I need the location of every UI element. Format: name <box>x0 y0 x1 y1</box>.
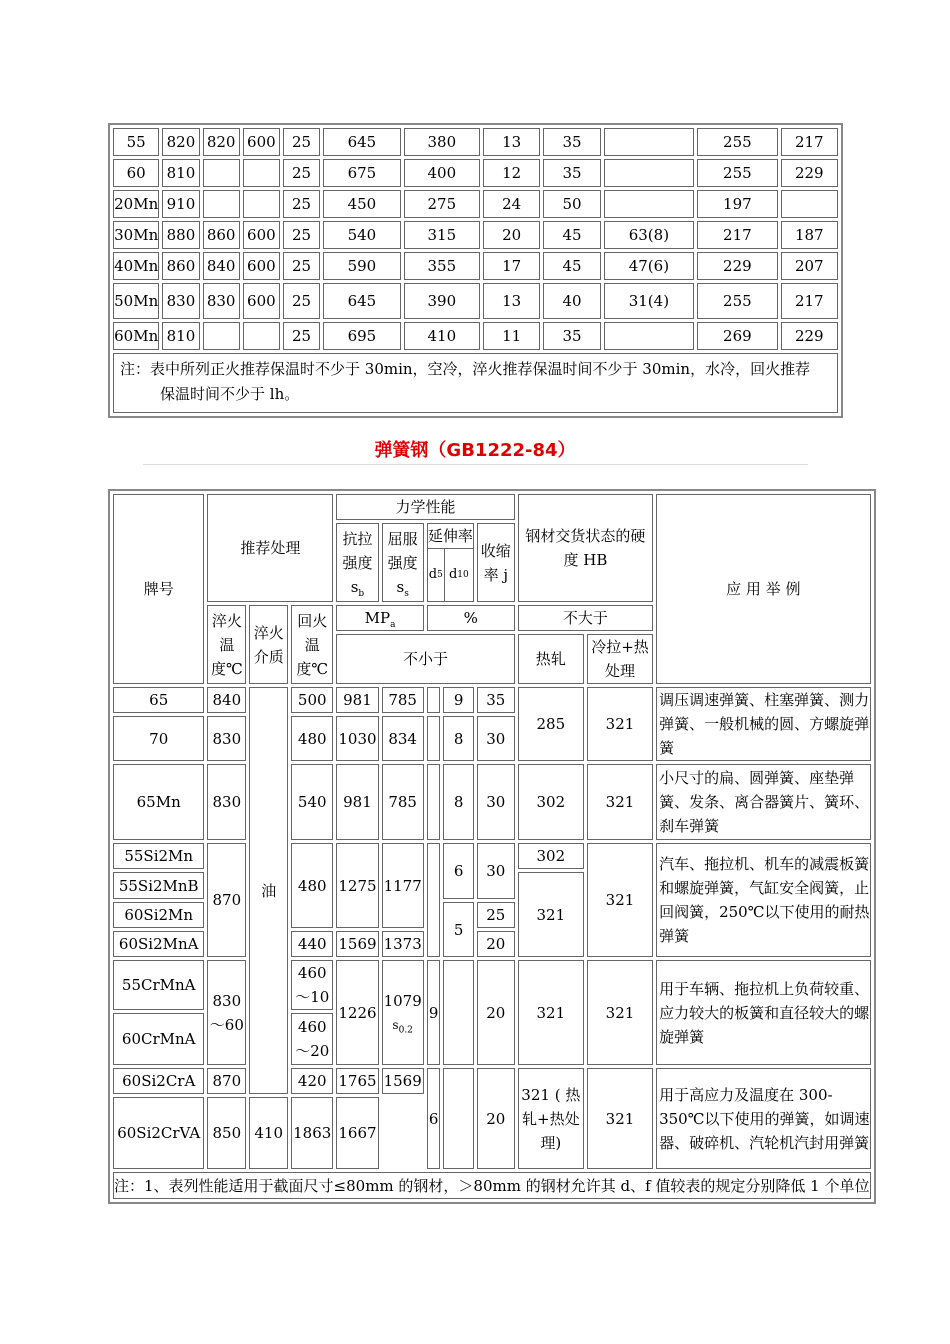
cell-grade: 60 <box>113 159 159 187</box>
header-tensile: 抗拉 强度 $s_b$ <box>336 523 378 602</box>
cell: 540 <box>323 221 400 249</box>
cell: 269 <box>697 322 777 350</box>
cell: 480 <box>291 843 333 928</box>
cell: 321 ( 热轧+热处理) <box>518 1068 584 1169</box>
cell-medium: 油 <box>249 687 288 1094</box>
cell: 63(8) <box>604 221 695 249</box>
cell: 25 <box>283 159 320 187</box>
table-row <box>113 687 871 713</box>
header-grade: 牌号 <box>113 494 204 684</box>
cell: 321 <box>587 960 653 1065</box>
cell <box>443 960 473 1065</box>
table-row <box>113 252 838 280</box>
cell: 45 <box>543 221 600 249</box>
cell: 645 <box>323 283 400 319</box>
cell: 5 <box>443 902 473 957</box>
cell: 1079 $s_{0.2}$ <box>382 960 424 1065</box>
cell: 981 <box>336 764 378 840</box>
cell: 695 <box>323 322 400 350</box>
cell: 785 <box>382 764 424 840</box>
cell-grade: 50Mn <box>113 283 159 319</box>
cell: 390 <box>404 283 480 319</box>
note-line-2: 保温时间不少于 lh。 <box>160 385 300 403</box>
cell: 460～20 <box>291 1013 333 1065</box>
cell: 6 <box>427 1068 441 1169</box>
cell: 20 <box>477 931 515 957</box>
cell-grade: 60Si2MnA <box>113 931 204 957</box>
cell-grade: 65Mn <box>113 764 204 840</box>
table-row <box>113 322 838 350</box>
cell: 480 <box>291 716 333 761</box>
cell: 197 <box>697 190 777 218</box>
header-shrink: 收缩率 j <box>477 523 515 602</box>
table-row <box>113 1068 871 1094</box>
cell: 321 <box>587 764 653 840</box>
cell: 255 <box>697 159 777 187</box>
cell: 302 <box>518 764 584 840</box>
cell: 420 <box>291 1068 333 1094</box>
cell: 500 <box>291 687 333 713</box>
cell: 1569 <box>382 1068 424 1094</box>
cell: 255 <box>697 283 777 319</box>
cell: 11 <box>483 322 540 350</box>
note-line-1: 注：表中所列正火推荐保温时不少于 30min，空冷，淬火推荐保温时间不少于 30min，水冷，回火推荐 <box>120 360 811 378</box>
cell: 840 <box>203 252 240 280</box>
cell-grade: 40Mn <box>113 252 159 280</box>
cell: 1373 <box>382 931 424 957</box>
cell: 207 <box>781 252 838 280</box>
cell: 20 <box>483 221 540 249</box>
cell: 217 <box>781 128 838 156</box>
cell: 600 <box>243 128 280 156</box>
cell: 31(4) <box>604 283 695 319</box>
cell: 321 <box>587 1068 653 1169</box>
cell: 20 <box>477 960 515 1065</box>
cell-grade: 55Si2Mn <box>113 843 204 869</box>
cell-application: 调压调速弹簧、柱塞弹簧、测力弹簧、一般机械的圆、方螺旋弹簧 <box>656 687 870 761</box>
header-treatment: 推荐处理 <box>207 494 333 602</box>
cell: 285 <box>518 687 584 761</box>
table-row <box>113 221 838 249</box>
cell: 321 <box>518 872 584 957</box>
section-title: 弹簧钢（GB1222-84） <box>374 440 576 461</box>
cell: 8 <box>443 764 473 840</box>
header-quench-medium: 淬火介质 <box>249 605 288 684</box>
cell: 400 <box>404 159 480 187</box>
cell <box>427 716 441 761</box>
cell: 229 <box>697 252 777 280</box>
table-note: 注：1、表列性能适用于截面尺寸≤80mm 的钢材，＞80mm 的钢材允许其 d、f 值较表的规定分别降低 1 个单位 <box>113 1172 871 1199</box>
cell: 217 <box>697 221 777 249</box>
cell <box>203 190 240 218</box>
cell: 25 <box>283 128 320 156</box>
cell-grade: 55CrMnA <box>113 960 204 1010</box>
header-cold-drawn: 冷拉+热处理 <box>587 634 653 684</box>
cell: 1030 <box>336 716 378 761</box>
cell: 820 <box>162 128 199 156</box>
cell: 860 <box>203 221 240 249</box>
cell: 540 <box>291 764 333 840</box>
cell: 450 <box>323 190 400 218</box>
cell <box>604 190 695 218</box>
cell: 600 <box>243 252 280 280</box>
cell: 830 <box>203 283 240 319</box>
cell-grade: 70 <box>113 716 204 761</box>
cell <box>427 687 441 713</box>
header-application: 应 用 举 例 <box>656 494 870 684</box>
header-yield: 屈服 强度 $s_s$ <box>382 523 424 602</box>
cell: 217 <box>781 283 838 319</box>
cell: 50 <box>543 190 600 218</box>
cell: 1226 <box>336 960 378 1065</box>
cell: 910 <box>162 190 199 218</box>
cell-application: 汽车、拖拉机、机车的减震板簧和螺旋弹簧，气缸安全阀簧，止回阀簧，250℃以下使用的耐热弹簧 <box>656 843 870 957</box>
cell <box>604 128 695 156</box>
cell: 830 <box>207 764 246 840</box>
cell: 13 <box>483 128 540 156</box>
cell <box>243 322 280 350</box>
cell-grade: 65 <box>113 687 204 713</box>
cell: 35 <box>543 128 600 156</box>
table-row <box>113 283 838 319</box>
cell: 9 <box>443 687 473 713</box>
cell: 321 <box>587 687 653 761</box>
cell: 830 <box>162 283 199 319</box>
cell: 24 <box>483 190 540 218</box>
cell: 187 <box>781 221 838 249</box>
cell: 1275 <box>336 843 378 928</box>
header-percent: % <box>427 605 515 631</box>
header-not-less: 不小于 <box>336 634 514 684</box>
table-row <box>113 764 871 840</box>
cell: 321 <box>518 960 584 1065</box>
cell: 20 <box>477 1068 515 1169</box>
cell-application: 小尺寸的扁、圆弹簧、座垫弹簧、发条、离合器簧片、簧环、刹车弹簧 <box>656 764 870 840</box>
cell-grade: 55Si2MnB <box>113 872 204 899</box>
cell <box>203 322 240 350</box>
cell: 440 <box>291 931 333 957</box>
cell: 12 <box>483 159 540 187</box>
cell: 810 <box>162 322 199 350</box>
cell: 380 <box>404 128 480 156</box>
table-body <box>113 128 838 350</box>
cell-grade: 20Mn <box>113 190 159 218</box>
cell: 410 <box>404 322 480 350</box>
cell: 35 <box>543 322 600 350</box>
cell <box>443 1068 473 1169</box>
cell-grade: 60Si2CrVA <box>113 1097 204 1169</box>
header-temper-temp: 回火温度℃ <box>291 605 333 684</box>
cell: 35 <box>477 687 515 713</box>
header-hot-rolled: 热轧 <box>518 634 584 684</box>
cell: 1667 <box>336 1097 378 1169</box>
cell: 355 <box>404 252 480 280</box>
cell: 9 <box>427 960 441 1065</box>
cell: 321 <box>587 843 653 957</box>
header-hardness: 钢材交货状态的硬度 HB <box>518 494 653 602</box>
cell <box>604 159 695 187</box>
cell: 255 <box>697 128 777 156</box>
cell: 675 <box>323 159 400 187</box>
cell: 25 <box>283 252 320 280</box>
cell: 6 <box>443 843 473 899</box>
cell <box>243 159 280 187</box>
header-mechanical: 力学性能 <box>336 494 514 520</box>
cell: 880 <box>162 221 199 249</box>
spring-steel-table <box>108 489 876 1204</box>
cell: 1765 <box>336 1068 378 1094</box>
cell: 600 <box>243 283 280 319</box>
cell: 25 <box>477 902 515 928</box>
cell: 600 <box>243 221 280 249</box>
cell-grade: 55 <box>113 128 159 156</box>
cell <box>203 159 240 187</box>
cell-grade: 60Si2CrA <box>113 1068 204 1094</box>
table-row <box>113 128 838 156</box>
cell: 25 <box>283 322 320 350</box>
cell: 315 <box>404 221 480 249</box>
cell: 45 <box>543 252 600 280</box>
cell: 25 <box>283 283 320 319</box>
cell <box>604 322 695 350</box>
cell: 17 <box>483 252 540 280</box>
cell: 850 <box>207 1097 246 1169</box>
cell: 870 <box>207 843 246 957</box>
table-row <box>113 159 838 187</box>
table-note-row <box>113 353 838 413</box>
cell: 25 <box>283 221 320 249</box>
header-mpa: $MP_a$ <box>336 605 423 631</box>
cell: 785 <box>382 687 424 713</box>
cell <box>781 190 838 218</box>
cell: 229 <box>781 322 838 350</box>
cell: 30 <box>477 843 515 899</box>
cell: 40 <box>543 283 600 319</box>
cell: 590 <box>323 252 400 280</box>
cell: 1177 <box>382 843 424 928</box>
cell-application: 用于高应力及温度在 300-350℃以下使用的弹簧，如调速器、破碎机、汽轮机汽封用弹簧 <box>656 1068 870 1169</box>
cell: 1569 <box>336 931 378 957</box>
cell: 30 <box>477 764 515 840</box>
cell <box>427 764 441 840</box>
cell: 25 <box>283 190 320 218</box>
cell: 229 <box>781 159 838 187</box>
cell-application: 用于车辆、拖拉机上负荷较重、应力较大的板簧和直径较大的螺旋弹簧 <box>656 960 870 1065</box>
header-elongation: 延伸率 d 5 d 10 <box>427 523 474 602</box>
cell: 1863 <box>291 1097 333 1169</box>
cell: 860 <box>162 252 199 280</box>
cell: 460～10 <box>291 960 333 1010</box>
table-note-row <box>113 1172 871 1199</box>
cell: 870 <box>207 1068 246 1094</box>
cell: 13 <box>483 283 540 319</box>
cell: 35 <box>543 159 600 187</box>
cell-grade: 60CrMnA <box>113 1013 204 1065</box>
cell-grade: 60Si2Mn <box>113 902 204 928</box>
cell: 834 <box>382 716 424 761</box>
divider <box>143 464 808 465</box>
cell: 8 <box>443 716 473 761</box>
cell <box>243 190 280 218</box>
cell: 302 <box>518 843 584 869</box>
cell: 30 <box>477 716 515 761</box>
cell: 810 <box>162 159 199 187</box>
table-note <box>113 353 838 413</box>
table-row <box>113 843 871 869</box>
cell: 830～60 <box>207 960 246 1065</box>
cell-grade: 30Mn <box>113 221 159 249</box>
table-row <box>113 960 871 1010</box>
cell-grade: 60Mn <box>113 322 159 350</box>
cell: 410 <box>249 1097 288 1169</box>
cell: 645 <box>323 128 400 156</box>
normalizing-table <box>108 123 843 418</box>
cell: 981 <box>336 687 378 713</box>
cell: 830 <box>207 716 246 761</box>
cell: 820 <box>203 128 240 156</box>
cell: 275 <box>404 190 480 218</box>
cell: 840 <box>207 687 246 713</box>
header-not-greater: 不大于 <box>518 605 653 631</box>
header-quench-temp: 淬火温度℃ <box>207 605 246 684</box>
table-row <box>113 190 838 218</box>
cell <box>427 843 441 957</box>
cell: 47(6) <box>604 252 695 280</box>
